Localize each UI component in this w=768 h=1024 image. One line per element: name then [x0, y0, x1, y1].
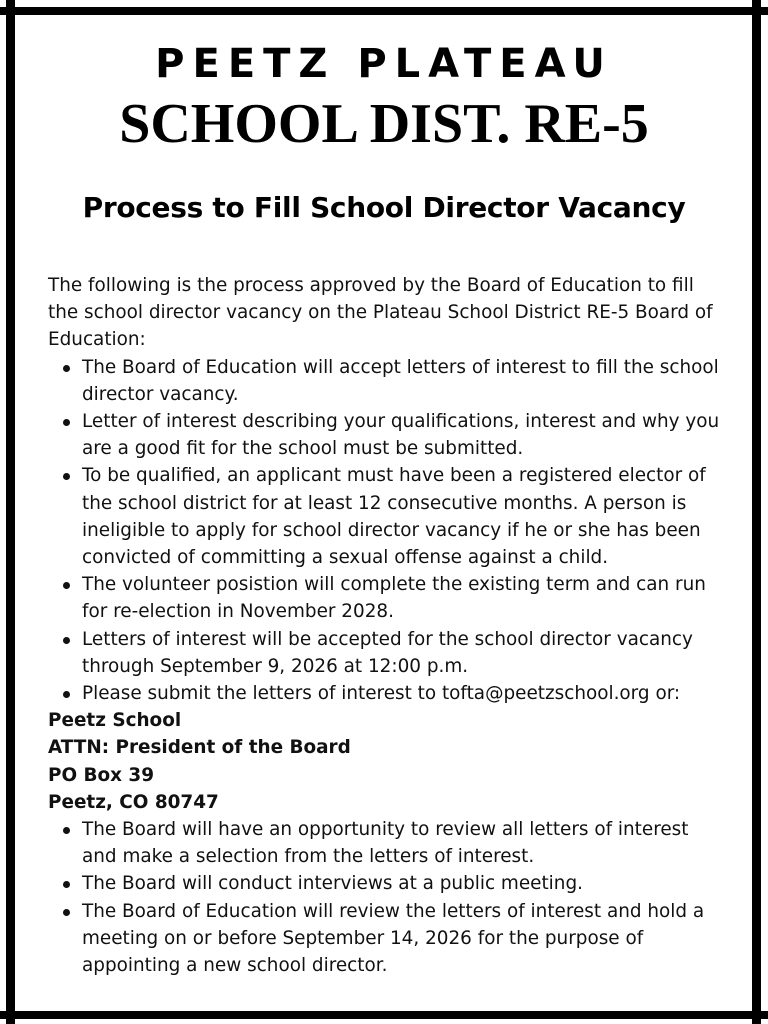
list-item: Please submit the letters of interest to tofta@peetzschool.org or:	[82, 680, 728, 707]
list-item: Letter of interest describing your qualifications, interest and why you are a good fit for the school must be submitted.	[82, 408, 728, 462]
list-item: The volunteer posistion will complete the existing term and can run for re-election in November 2028.	[82, 571, 728, 625]
list-item: The Board will have an opportunity to review all letters of interest and make a selection from the letters of interest.	[82, 816, 728, 870]
list-item: To be qualified, an applicant must have been a registered elector of the school district for at least 12 consecutive months. A person is ineligible to apply for school director vacancy if he or she has been convicted of committing a sexual offense against a child.	[82, 462, 728, 571]
list-item: The Board will conduct interviews at a public meeting.	[82, 870, 728, 897]
process-list-first	[48, 354, 728, 708]
address-line: PO Box 39	[48, 764, 155, 786]
mailing-address	[48, 707, 728, 816]
address-line: ATTN: President of the Board	[48, 737, 351, 759]
address-line: Peetz School	[48, 710, 182, 732]
document-title: Process to Fill School Director Vacancy	[82, 191, 686, 224]
district-name-line2: SCHOOL DIST. RE-5	[119, 93, 649, 155]
district-name-line1: PEETZ PLATEAU	[155, 41, 613, 87]
list-item: Letters of interest will be accepted for the school director vacancy through September 9, 2026 at 12:00 p.m.	[82, 626, 728, 680]
address-line: Peetz, CO 80747	[48, 791, 219, 813]
list-item: The Board of Education will accept letters of interest to fill the school director vacancy.	[82, 354, 728, 408]
process-list-second	[48, 816, 728, 979]
document-body	[48, 272, 728, 979]
frame-border-top	[0, 7, 768, 15]
intro-paragraph: The following is the process approved by the Board of Education to fill the school director vacancy on the Plateau School District RE-5 Board of Education:	[48, 275, 713, 351]
list-item: The Board of Education will review the letters of interest and hold a meeting on or before September 14, 2026 for the purpose of appointing a new school director.	[82, 898, 728, 980]
frame-border-bottom	[0, 1011, 768, 1019]
